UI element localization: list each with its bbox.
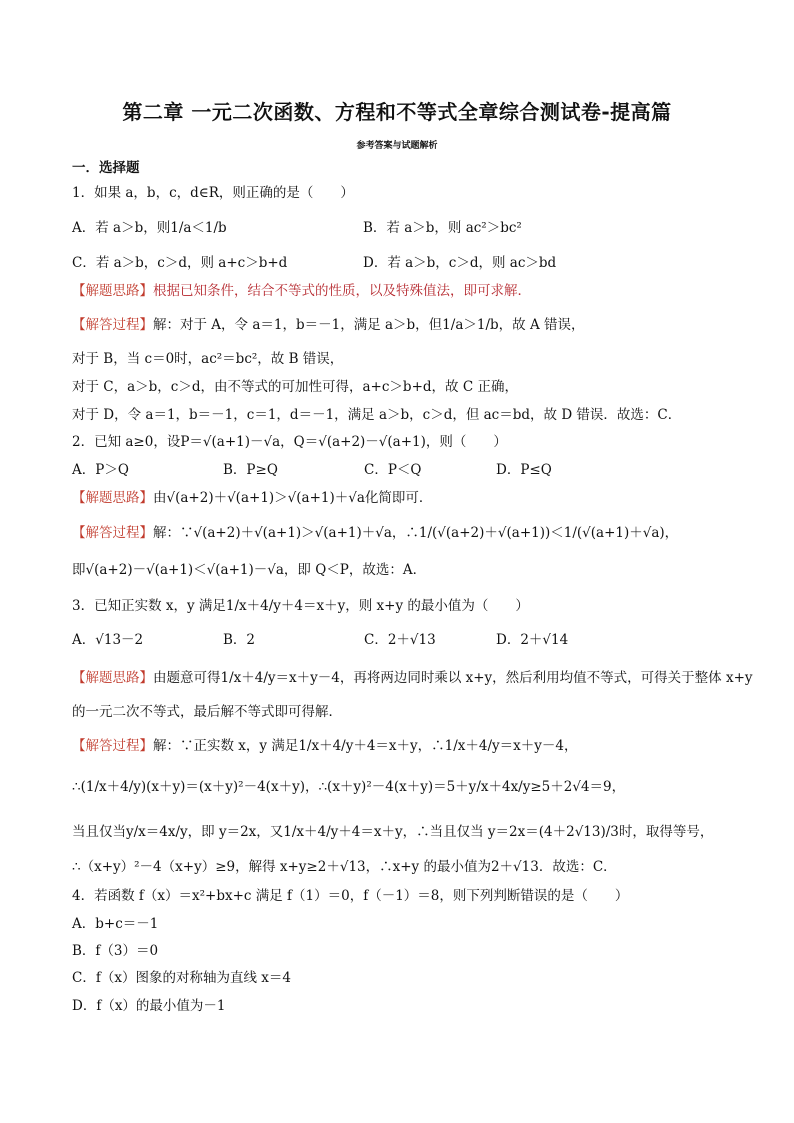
q2-stem: 2．已知 a≥0，设P＝√(a+1)－√a，Q＝√(a+2)－√(a+1)，则（ ） <box>72 434 507 450</box>
q1-stem: 1．如果 a，b，c，d∈R，则正确的是（ ） <box>72 185 354 201</box>
q4-stem: 4．若函数 f（x）＝x²+bx+c 满足 f（1）＝0，f（－1）＝8，则下列判断错误的是（ ） <box>72 888 629 904</box>
q3-option-a: A．√13－2 <box>72 632 144 648</box>
q4-option-c: C．f（x）图象的对称轴为直线 x＝4 <box>72 970 291 986</box>
q1-process-3: 对于 C，a＞b，c＞d，由不等式的可加性可得，a+c＞b+d，故 C 正确， <box>72 379 518 395</box>
q3-option-c: C．2＋√13 <box>364 632 436 648</box>
q3-process-1 <box>72 737 578 755</box>
q2-option-d: D．P≤Q <box>496 462 552 478</box>
q3-proc-tag: 【解答过程】 <box>72 738 153 754</box>
q3-proc-1-text: 解：∵正实数 x，y 满足1/x＋4/y＋4＝x＋y，∴1/x＋4/y＝x＋y－4， <box>153 738 578 754</box>
q2-option-b: B．P≥Q <box>223 462 278 478</box>
q3-idea-2: 的一元二次不等式，最后解不等式即可得解． <box>72 704 342 720</box>
q1-option-a: A．若 a＞b，则1/a＜1/b <box>72 220 227 236</box>
q2-idea <box>72 489 432 507</box>
q2-idea-text: 由√(a+2)＋√(a+1)＞√(a+1)＋√a化简即可． <box>153 490 433 506</box>
section-heading: 一．选择题 <box>72 160 140 176</box>
q1-proc-tag: 【解答过程】 <box>72 317 153 333</box>
q2-process-1 <box>72 524 678 542</box>
q4-option-d: D．f（x）的最小值为－1 <box>72 998 226 1014</box>
q3-process-3: 当且仅当y/x＝4x/y，即 y＝2x，又1/x＋4/y＋4＝x＋y，∴当且仅当 y＝2x＝(4＋2√13)/3时，取得等号， <box>72 824 714 840</box>
q3-option-d: D．2＋√14 <box>496 632 569 648</box>
q4-option-b: B．f（3）＝0 <box>72 943 159 959</box>
q2-idea-tag: 【解题思路】 <box>72 490 153 506</box>
q1-option-d: D．若 a＞b，c＞d，则 ac＞bd <box>363 255 557 271</box>
q1-process-1 <box>72 316 584 334</box>
q1-option-b: B．若 a＞b，则 ac²＞bc² <box>363 220 522 236</box>
page-subtitle: 参考答案与试题解析 <box>356 141 438 151</box>
q3-idea-tag: 【解题思路】 <box>72 670 153 686</box>
q1-idea-text: 根据已知条件，结合不等式的性质，以及特殊值法，即可求解． <box>153 283 531 299</box>
q3-stem: 3．已知正实数 x，y 满足1/x＋4/y＋4＝x＋y，则 x+y 的最小值为（ ） <box>72 598 529 614</box>
q2-proc-tag: 【解答过程】 <box>72 525 153 541</box>
q1-process-4: 对于 D，令 a＝1，b＝－1，c＝1，d＝－1，满足 a＞b，c＞d，但 ac＝bd，故 D 错误．故选：C． <box>72 407 682 423</box>
q3-process-4: ∴（x+y）²－4（x+y）≥9，解得 x+y≥2＋√13，∴x+y 的最小值为2＋√13．故选：C． <box>72 859 617 875</box>
q2-proc-1-text: 解：∵√(a+2)＋√(a+1)＞√(a+1)＋√a，∴1/(√(a+2)＋√(a+1))＜1/(√(a+1)＋√a)， <box>153 525 679 541</box>
q2-option-a: A．P＞Q <box>72 462 129 478</box>
q2-option-c: C．P＜Q <box>364 462 422 478</box>
q3-idea-1 <box>72 669 753 687</box>
q1-process-2: 对于 B，当 c＝0时，ac²＝bc²，故 B 错误， <box>72 351 344 367</box>
page-title: 第二章 一元二次函数、方程和不等式全章综合测试卷-提高篇 <box>122 100 672 124</box>
q1-proc-1-text: 解：对于 A，令 a＝1，b＝－1，满足 a＞b，但1/a＞1/b，故 A 错误， <box>153 317 585 333</box>
q3-idea-1-text: 由题意可得1/x＋4/y＝x＋y－4，再将两边同时乘以 x+y，然后利用均值不等式，可得关于整体 x+y <box>153 670 753 686</box>
q1-option-c: C．若 a＞b，c＞d，则 a+c＞b+d <box>72 255 288 271</box>
q3-process-2: ∴(1/x＋4/y)(x＋y)＝(x＋y)²－4(x＋y)，∴(x＋y)²－4(x＋y)＝5＋y/x＋4x/y≥5＋2√4＝9， <box>72 779 626 795</box>
q1-idea <box>72 282 531 300</box>
q1-idea-tag: 【解题思路】 <box>72 283 153 299</box>
q3-option-b: B．2 <box>223 632 256 648</box>
q2-process-2: 即√(a+2)－√(a+1)＜√(a+1)－√a，即 Q＜P，故选：A． <box>72 562 427 578</box>
q4-option-a: A．b+c＝－1 <box>72 916 159 932</box>
